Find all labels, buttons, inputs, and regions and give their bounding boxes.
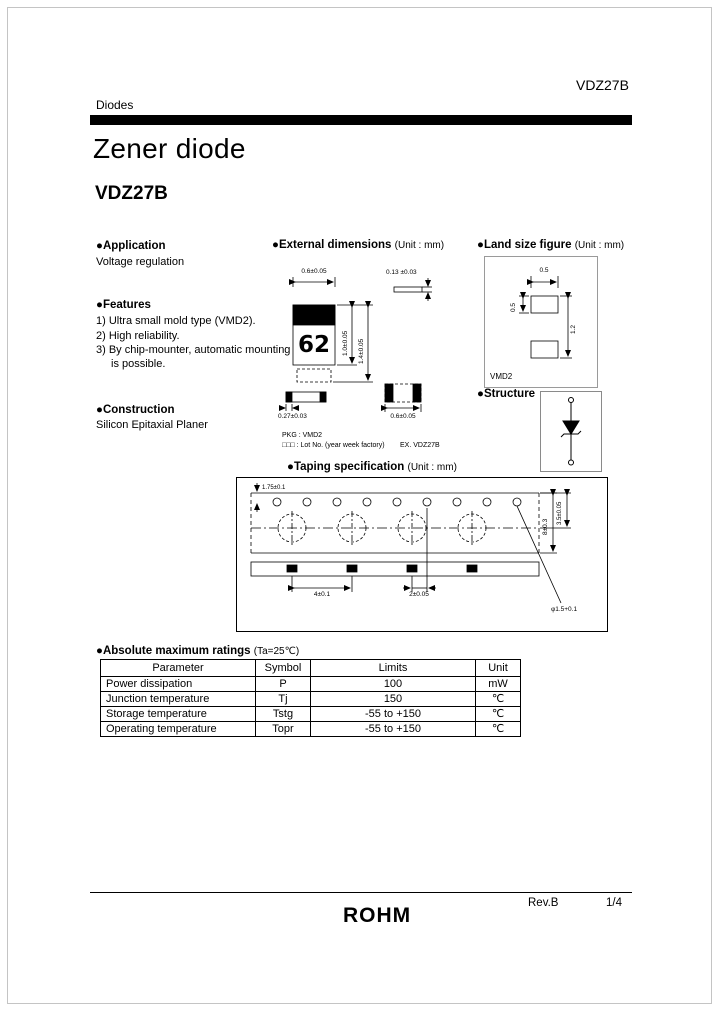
cell-limits: -55 to +150	[311, 722, 476, 737]
cell-symbol: P	[256, 677, 311, 692]
header-part-number: VDZ27B	[576, 77, 629, 93]
external-dimensions-diagram	[278, 256, 466, 456]
cell-parameter: Junction temperature	[101, 692, 256, 707]
col-header-parameter: Parameter	[101, 660, 256, 677]
dim-pad-height: 0.5	[510, 302, 517, 312]
page-title: Zener diode	[93, 133, 246, 164]
cell-unit: ℃	[476, 707, 521, 722]
cell-parameter: Operating temperature	[101, 722, 256, 737]
dim-tape-offset: 2±0.05	[409, 591, 429, 598]
cell-unit: ℃	[476, 692, 521, 707]
dim-overall-length: 1.4±0.05	[358, 338, 365, 364]
part-name: VDZ27B	[95, 183, 168, 204]
external-dimensions-heading	[272, 239, 444, 251]
dim-tape-center: 3.5±0.05	[557, 501, 563, 525]
dim-outer-length: 1.2	[570, 324, 577, 334]
cell-limits: 150	[311, 692, 476, 707]
package-marking: 62	[297, 332, 330, 358]
table-row	[101, 707, 521, 722]
rohm-logo: ROHM	[343, 904, 412, 927]
taping-diagram	[236, 477, 608, 632]
cell-symbol: Topr	[256, 722, 311, 737]
construction-heading: ●Construction	[96, 404, 175, 416]
taping-unit: (Unit : mm)	[407, 462, 457, 473]
dim-body-length: 1.0±0.05	[342, 330, 349, 356]
cell-symbol: Tj	[256, 692, 311, 707]
structure-diagram	[540, 391, 602, 472]
dim-terminal-width: 0.27±0.03	[278, 413, 307, 420]
cell-unit: ℃	[476, 722, 521, 737]
application-body: Voltage regulation	[96, 256, 185, 268]
dim-tape-width: 8±0.3	[542, 518, 549, 535]
revision-label: Rev.B	[528, 897, 559, 909]
feature-item: 3) By chip-mounter, automatic mounting	[96, 344, 291, 356]
land-size-heading	[477, 239, 624, 251]
cell-symbol: Tstg	[256, 707, 311, 722]
land-size-diagram	[484, 256, 598, 388]
note-package: PKG : VMD2	[282, 432, 323, 439]
cell-limits: 100	[311, 677, 476, 692]
land-pattern-drawing	[485, 257, 597, 387]
table-row	[101, 677, 521, 692]
cell-limits: -55 to +150	[311, 707, 476, 722]
footer-rule	[90, 892, 632, 893]
abs-max-table	[100, 659, 521, 737]
table-row	[101, 722, 521, 737]
dim-pad-width: 0.5	[539, 267, 549, 274]
abs-max-condition: (Ta=25℃)	[253, 646, 300, 657]
header-rule	[90, 115, 632, 125]
land-size-unit: (Unit : mm)	[574, 240, 625, 251]
dim-lead-thickness: 0.13 ±0.03	[386, 269, 417, 276]
dim-tape-pitch: 4±0.1	[313, 591, 331, 598]
external-dimensions-heading-label: ●External dimensions	[272, 239, 392, 251]
dim-width-bottom: 0.6±0.05	[390, 413, 416, 420]
note-example: EX. VDZ27B	[400, 442, 440, 449]
feature-item: is possible.	[111, 358, 166, 370]
cell-unit: mW	[476, 677, 521, 692]
feature-item: 1) Ultra small mold type (VMD2).	[96, 315, 256, 327]
dim-tape-edge: 1.75±0.1	[262, 485, 286, 491]
zener-symbol	[541, 392, 601, 471]
features-heading: ●Features	[96, 299, 151, 311]
abs-max-heading	[96, 645, 299, 657]
dim-width-top: 0.6±0.05	[301, 268, 327, 275]
land-size-heading-label: ●Land size figure	[477, 239, 572, 251]
cell-parameter: Power dissipation	[101, 677, 256, 692]
table-header-row	[101, 660, 521, 677]
col-header-limits: Limits	[311, 660, 476, 677]
cell-parameter: Storage temperature	[101, 707, 256, 722]
application-heading: ●Application	[96, 240, 166, 252]
taping-heading	[287, 461, 457, 473]
feature-item: 2) High reliability.	[96, 330, 180, 342]
category-label: Diodes	[96, 98, 134, 112]
col-header-unit: Unit	[476, 660, 521, 677]
land-package-label: VMD2	[490, 372, 513, 381]
structure-heading: ●Structure	[477, 388, 536, 400]
external-dimensions-unit: (Unit : mm)	[394, 240, 445, 251]
construction-body: Silicon Epitaxial Planer	[96, 419, 208, 431]
note-lot: □□□ : Lot No. (year week factory)	[282, 442, 385, 449]
page-number: 1/4	[606, 897, 622, 909]
taping-heading-label: ●Taping specification	[287, 461, 405, 473]
col-header-symbol: Symbol	[256, 660, 311, 677]
abs-max-heading-label: ●Absolute maximum ratings	[96, 645, 251, 657]
table-row	[101, 692, 521, 707]
dim-sprocket-hole: φ1.5+0.1	[551, 606, 578, 613]
